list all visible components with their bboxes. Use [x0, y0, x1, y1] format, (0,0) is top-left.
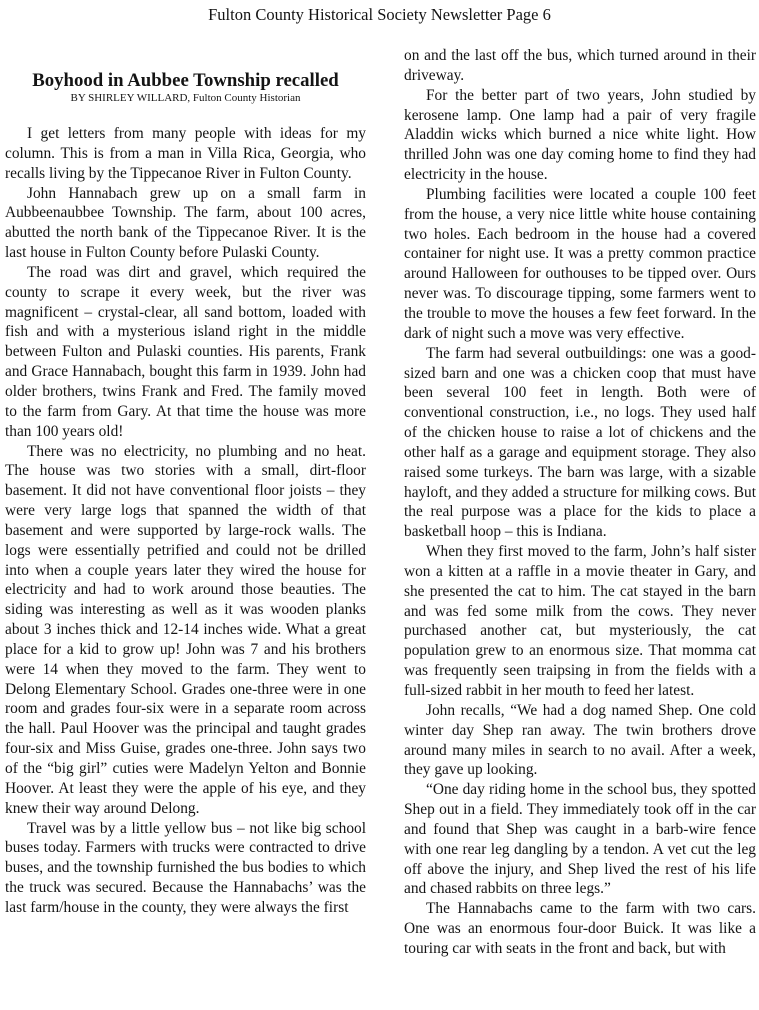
paragraph: The road was dirt and gravel, which required the county to scrape it every week, but the river was magnificent – crystal-clear, all sand bottom, loaded with fish and with a mysterious island right in the middle between Fulton and Pulaski counties. His parents, Frank and Grace Hannabach, bought this farm in 1939. John had older brothers, twins Frank and Fred. The family moved to the farm from Gary. At that time the house was more than 100 years old!	[5, 263, 366, 440]
paragraph: There was no electricity, no plumbing and no heat. The house was two stories with a small, dirt-floor basement. It did not have conventional floor joists – they were very large logs that spanned the width of that basement and were supported by large-rock walls. The logs were essentially petrified and could not be drilled into when a couple years later they wired the house for electricity and had to work around those beauties. The siding was interesting as well as it was wooden planks about 3 inches thick and 12-14 inches wide. What a great place for a kid to grow up! John was 7 and his brothers were 14 when they moved to the farm. They went to Delong Elementary School. Grades one-three were in one room and grades four-six were in a separate room across the hall. Paul Hoover was the principal and taught grades four-six and Miss Guise, grades one-three. John says two of the “big girl” cuties were Madelyn Yelton and Bonnie Hoover. At least they were the apple of his eye, and they knew their way around Delong.	[5, 442, 366, 817]
running-header: Fulton County Historical Society Newsletter Page 6	[208, 5, 551, 24]
paragraph: “One day riding home in the school bus, they spotted Shep out in a field. They immediately took off in the car and found that Shep was caught in a barb-wire fence with one rear leg dangling by a tendon. A vet cut the leg off above the injury, and Shep lived the rest of his life and chased rabbits on three legs.”	[404, 781, 756, 898]
paragraph: John recalls, “We had a dog named Shep. One cold winter day Shep ran away. The twin brothers drove around many miles in search to no avail. After a week, they gave up looking.	[404, 701, 756, 779]
paragraph-continued: on and the last off the bus, which turned around in their driveway.	[404, 47, 756, 84]
paragraph: The farm had several outbuildings: one was a good-sized barn and one was a chicken coop that must have been several 100 feet in length. Both were of conventional construction, i.e., no logs. They used half of the chicken house to raise a lot of chickens and the other half as a garage and equipment storage. They also raised some turkeys. The barn was large, with a sizable hayloft, and they added a structure for milking cows. But the real purpose was a place for the kids to place a basketball hoop – this is Indiana.	[404, 344, 756, 541]
article-headline: Boyhood in Aubbee Township recalled	[32, 70, 339, 91]
left-column	[5, 124, 366, 918]
paragraph: John Hannabach grew up on a small farm in Aubbeenaubbee Township. The farm, about 100 acres, abutted the north bank of the Tippecanoe River. It is the last house in Fulton County before Pulaski County.	[5, 184, 366, 262]
paragraph: For the better part of two years, John studied by kerosene lamp. One lamp had a pair of very fragile Aladdin wicks which burned a nice white light. How thrilled John was one day coming home to find they had electricity in the house.	[404, 86, 756, 184]
paragraph: Plumbing facilities were located a couple 100 feet from the house, a very nice little white house containing two holes. Each bedroom in the house had a covered container for night use. It was a pretty common practice around Halloween for outhouses to be tipped over. Ours never was. To discourage tipping, some farmers went to the trouble to move the houses a few feet forward. In the dark of night such a move was very effective.	[404, 185, 756, 342]
paragraph: Travel was by a little yellow bus – not like big school buses today. Farmers with trucks were contracted to drive buses, and the township furnished the bus bodies to which the truck was secured. Because the Hannabachs’ was the last farm/house in the county, they were always the first	[5, 819, 366, 916]
paragraph: I get letters from many people with ideas for my column. This is from a man in Villa Rica, Georgia, who recalls living by the Tippecanoe River in Fulton County.	[5, 125, 366, 182]
paragraph: The Hannabachs came to the farm with two cars. One was an enormous four-door Buick. It was like a touring car with seats in the front and back, but with	[404, 900, 756, 957]
paragraph: When they first moved to the farm, John’s half sister won a kitten at a raffle in a movie theater in Gary, and she presented the cat to him. The cat stayed in the barn and was fed some milk from the cows. They never purchased another cat, but mysteriously, the cat population grew to an enormous size. That momma cat was frequently seen traipsing in from the fields with a full-sized rabbit in her mouth to feed her latest.	[404, 543, 756, 699]
right-column	[404, 46, 756, 959]
article-byline: BY SHIRLEY WILLARD, Fulton County Historian	[70, 92, 301, 104]
